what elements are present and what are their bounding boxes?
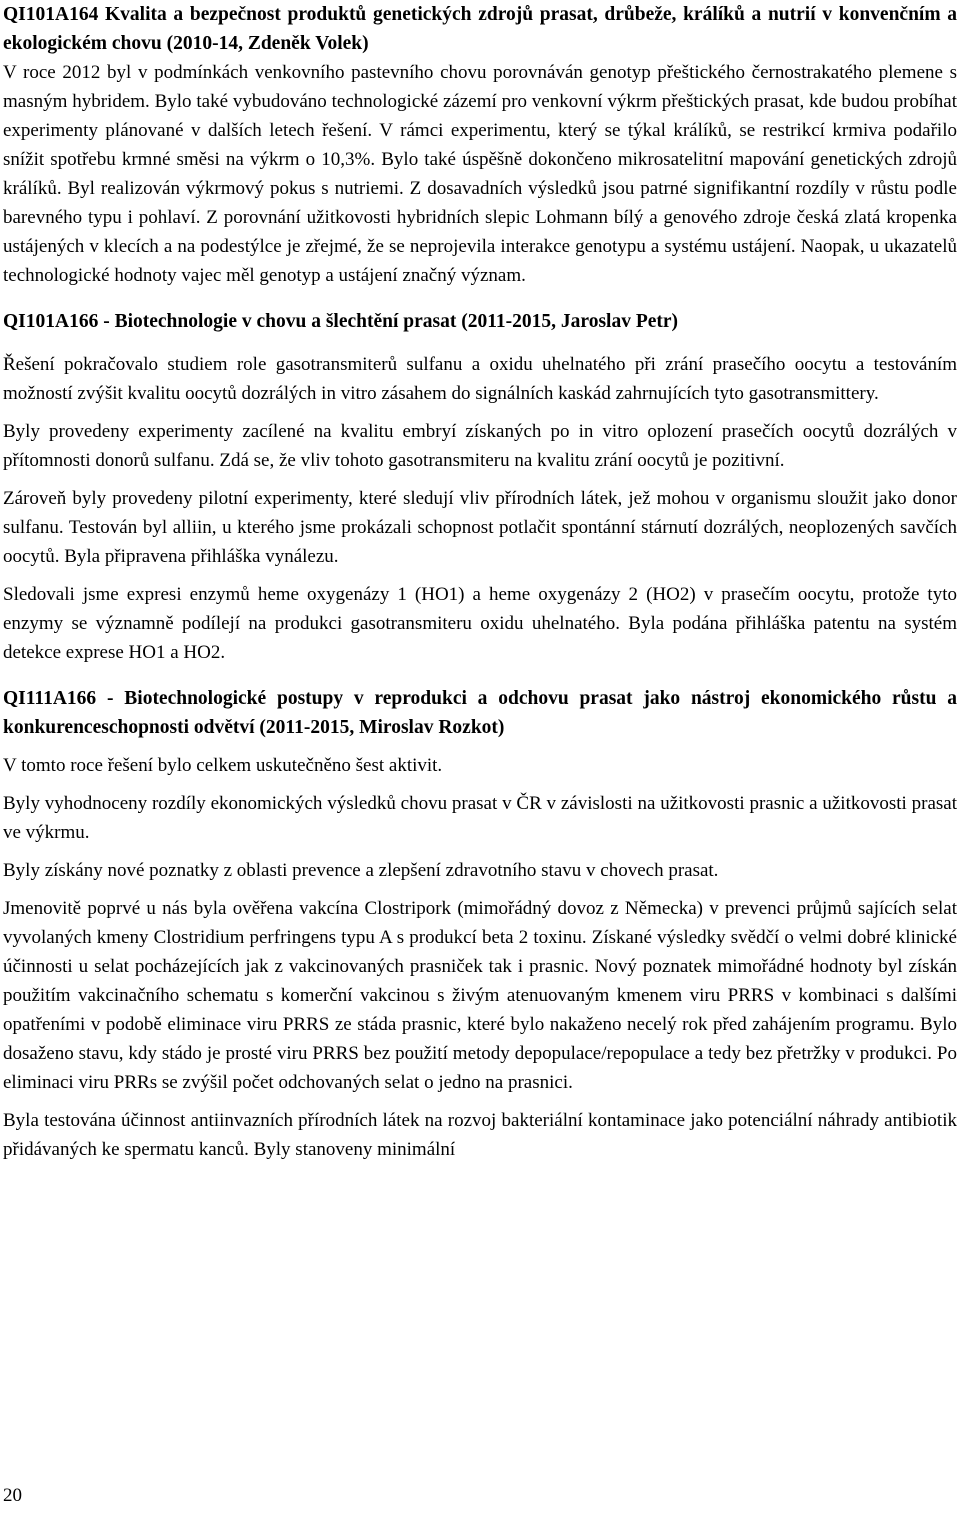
section-paragraph: V roce 2012 byl v podmínkách venkovního pastevního chovu porovnáván genotyp přeštického černostrakatého plemene s masným hybridem. Bylo také vybudováno technologické zázemí pro venkovní výkrm přeštických prasat, kde budou probíhat experimenty plánované v dalších letech řešení. V rámci experimentu, který se týkal králíků, se restrikcí krmiva podařilo snížit spotřebu krmné směsi na výkrm o 10,3%. Bylo také úspěšně dokončeno mikrosatelitní mapování genetických zdrojů králíků. Byl realizován výkrmový pokus s nutriemi. Z dosavadních výsledků jsou patrné signifikantní rozdíly v růstu podle barevného typu i pohlaví. Z porovnání užitkovosti hybridních slepic Lohmann bílý a genového zdroje česká zlatá kropenka ustájených v klecích a na podestýlce je zřejmé, že se neprojevila interakce genotypu a systému ustájení. Naopak, u ukazatelů technologické hodnoty vajec měl genotyp a ustájení značný význam. (3, 62, 957, 286)
section-heading-qi101a166: QI101A166 - Biotechnologie v chovu a šlechtění prasat (2011-2015, Jaroslav Petr) (3, 311, 679, 332)
section-paragraph: Byla testována účinnost antiinvazních přírodních látek na rozvoj bakteriální kontaminace jako potenciální náhrady antibiotik přidávaných ke spermatu kanců. Byly stanoveny minimální (3, 1110, 957, 1160)
section-paragraph: Zároveň byly provedeny pilotní experimenty, které sledují vliv přírodních látek, jež mohou v organismu sloužit jako donor sulfanu. Testován byl alliin, u kterého jsme prokázali schopnost potlačit spontánní stárnutí dozrálých, neoplozených savčích oocytů. Byla připravena přihláška vynálezu. (3, 488, 957, 567)
section-paragraph: Byly vyhodnoceny rozdíly ekonomických výsledků chovu prasat v ČR v závislosti na užitkovosti prasnic a užitkovosti prasat ve výkrmu. (3, 793, 957, 843)
section-paragraph: Byly provedeny experimenty zacílené na kvalitu embryí získaných po in vitro oplození prasečích oocytů dozrálých v přítomnosti donorů sulfanu. Zdá se, že vliv tohoto gasotransmiteru na kvalitu zrání oocytů je pozitivní. (3, 421, 957, 471)
page-number: 20 (3, 1485, 22, 1506)
section-paragraph: Byly získány nové poznatky z oblasti prevence a zlepšení zdravotního stavu v chovech prasat. (3, 860, 719, 881)
document-page (3, 0, 957, 1164)
section-heading-qi111a166: QI111A166 - Biotechnologické postupy v reprodukci a odchovu prasat jako nástroj ekonomického růstu a konkurenceschopnosti odvětví (2011-2015, Miroslav Rozkot) (3, 688, 957, 738)
section-paragraph: Jmenovitě poprvé u nás byla ověřena vakcína Clostripork (mimořádný dovoz z Německa) v prevenci průjmů sajících selat vyvolaných kmeny Clostridium perfringens typu A s produkcí beta 2 toxinu. Získané výsledky svědčí o velmi dobré klinické účinnosti u selat pocházejících jak z vakcinovaných prasniček tak i prasnic. Nový poznatek mimořádné hodnoty byl získán použitím vakcinačního schematu s komerční vakcinou s živým atenuovaným kmenem viru PRRS v kombinaci s dalšími opatřeními v podobě eliminace viru PRRS ze stáda prasnic, které bylo nakaženo necelý rok před zahájením programu. Bylo dosaženo stavu, kdy stádo je prosté viru PRRS bez použití metody depopulace/repopulace a tedy bez přetržky v produkci. Po eliminaci viru PRRs se zvýšil počet odchovaných selat o jedno na prasnici. (3, 898, 957, 1093)
section-heading-qi101a164: QI101A164 Kvalita a bezpečnost produktů genetických zdrojů prasat, drůbeže, králíků a nutrií v konvenčním a ekologickém chovu (2010-14, Zdeněk Volek) (3, 4, 957, 54)
section-paragraph: Sledovali jsme expresi enzymů heme oxygenázy 1 (HO1) a heme oxygenázy 2 (HO2) v prasečím oocytu, protože tyto enzymy se významně podílejí na produkci gasotransmiteru oxidu uhelnatého. Byla podána přihláška patentu na systém detekce exprese HO1 a HO2. (3, 584, 957, 663)
section-paragraph: Řešení pokračovalo studiem role gasotransmiterů sulfanu a oxidu uhelnatého při zrání prasečího oocytu a testováním možností zvýšit kvalitu oocytů dozrálých in vitro zásahem do signálních kaskád zahrnujících tyto gasotransmittery. (3, 354, 957, 404)
section-paragraph: V tomto roce řešení bylo celkem uskutečněno šest aktivit. (3, 755, 443, 776)
